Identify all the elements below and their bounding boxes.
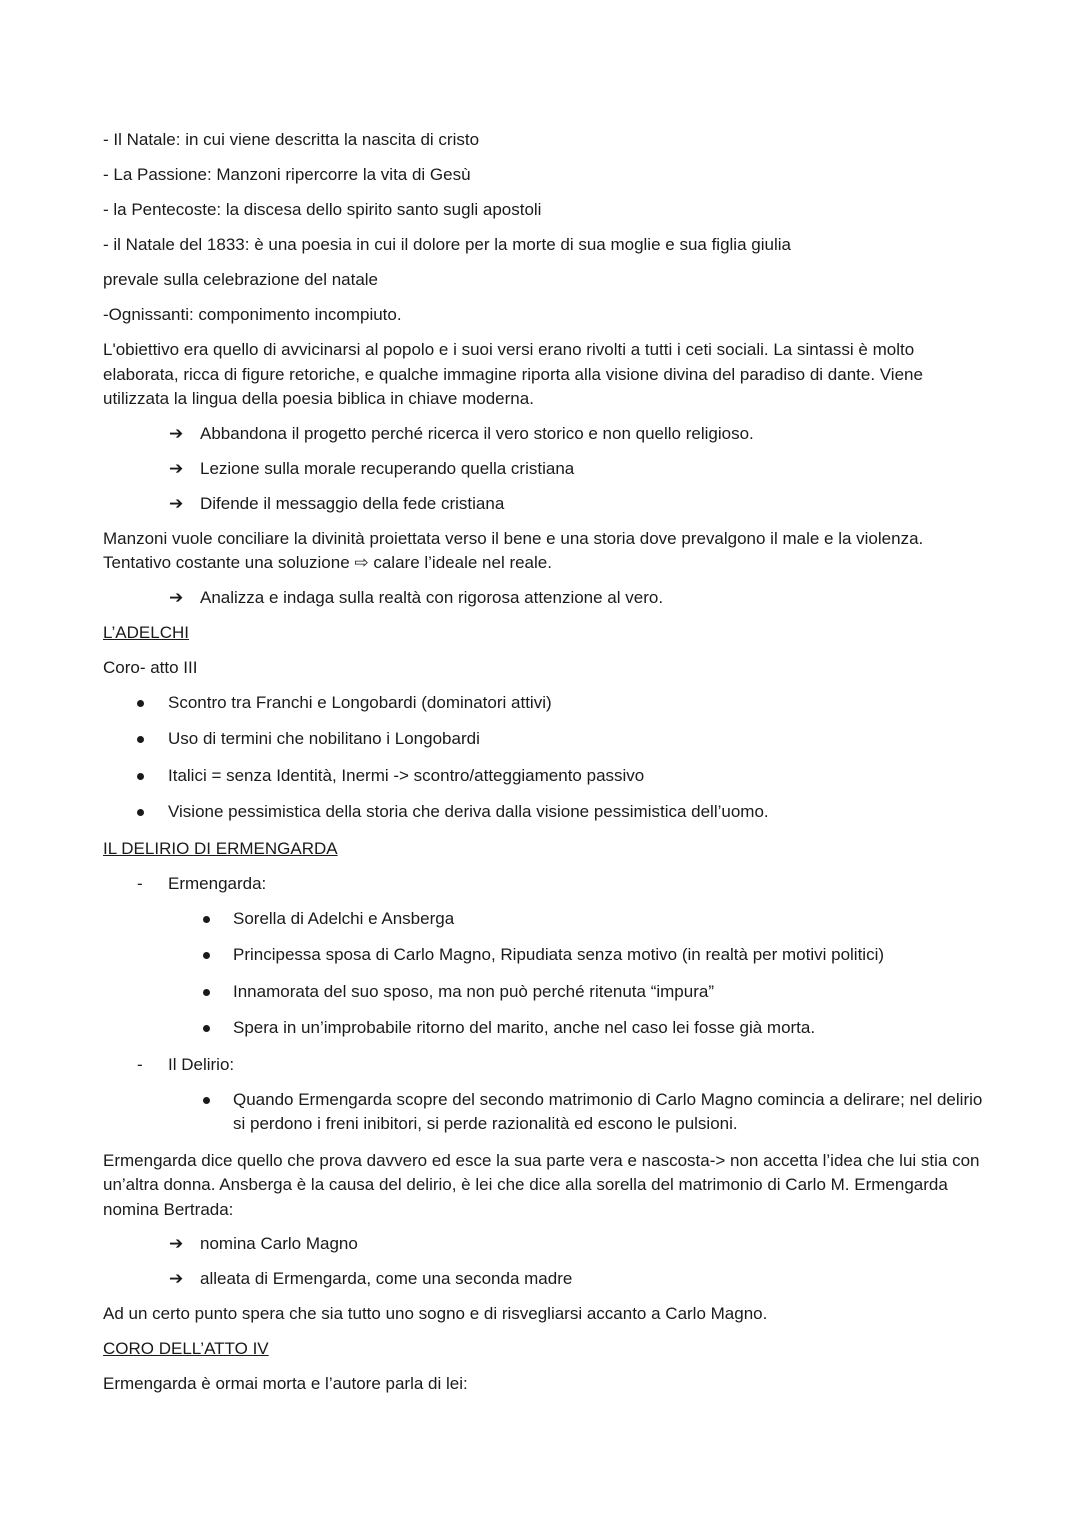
arrow-item-text: nomina Carlo Magno (200, 1234, 358, 1253)
bullet-text: Scontro tra Franchi e Longobardi (dominatori attivi) (168, 692, 552, 712)
sub-bullet-item (103, 980, 983, 1017)
text-line: -Ognissanti: componimento incompiuto. (103, 305, 402, 324)
dash-item (103, 872, 983, 907)
paragraph-ermengarda: Ermengarda dice quello che prova davvero ed esce la sua parte vera e nascosta-> non accetta l’idea che lui stia con un’altra donna. Ansberga è la causa del delirio, è lei che dice alla sorella del matrimonio di Carlo M. Ermengarda nomina Bertrada: (103, 1150, 980, 1219)
bullet-item (103, 800, 983, 837)
arrow-item (103, 457, 983, 492)
bullet-text: Principessa sposa di Carlo Magno, Ripudiata senza motivo (in realtà per motivi politici) (233, 945, 885, 964)
dash-item-label: Ermengarda: (168, 873, 267, 893)
bullet-icon (137, 809, 144, 816)
bullet-item (103, 727, 983, 764)
bullet-icon (137, 700, 144, 707)
bullet-item (103, 691, 983, 728)
bullet-text: Sorella di Adelchi e Ansberga (233, 908, 455, 928)
bullet-text: Uso di termini che nobilitano i Longobardi (168, 729, 480, 748)
section-heading-coro: CORO DELL’ATTO IV (103, 1339, 269, 1358)
dash-item (103, 1053, 983, 1088)
arrow-item (103, 586, 983, 621)
section-heading-adelchi: L’ADELCHI (103, 622, 189, 642)
arrow-item-text: Analizza e indaga sulla realtà con rigorosa attenzione al vero. (200, 587, 664, 607)
text-line: Ad un certo punto spera che sia tutto uno sogno e di risvegliarsi accanto a Carlo Magno. (103, 1304, 768, 1323)
bullet-icon (203, 952, 210, 959)
bullet-text: Innamorata del suo sposo, ma non può perché ritenuta “impura” (233, 981, 714, 1001)
arrow-item-text: Abbandona il progetto perché ricerca il vero storico e non quello religioso. (200, 423, 754, 443)
arrow-right-icon: ➔ (169, 493, 184, 513)
section-subtitle: Coro- atto III (103, 657, 198, 677)
arrow-item (103, 1267, 983, 1302)
dash-icon: - (137, 873, 143, 893)
text-line: - Il Natale: in cui viene descritta la nascita di cristo (103, 130, 480, 149)
bullet-item (103, 764, 983, 801)
bullet-text: Quando Ermengarda scopre del secondo matrimonio di Carlo Magno comincia a delirare; nel delirio si perdono i freni inibitori, si perde razionalità ed escono le pulsioni. (233, 1089, 983, 1133)
text-line: - La Passione: Manzoni ripercorre la vita di Gesù (103, 165, 471, 184)
arrow-right-icon: ➔ (169, 423, 184, 443)
dash-icon: - (137, 1054, 143, 1074)
text-line: Ermengarda è ormai morta e l’autore parla di lei: (103, 1374, 468, 1393)
arrow-item-text: Lezione sulla morale recuperando quella cristiana (200, 458, 575, 478)
document-page (103, 128, 983, 1407)
arrow-item (103, 492, 983, 527)
text-line: prevale sulla celebrazione del natale (103, 270, 379, 289)
text-line: - il Natale del 1833: è una poesia in cui il dolore per la morte di sua moglie e sua figlia giulia (103, 235, 791, 254)
sub-bullet-item (103, 907, 983, 944)
bullet-icon (137, 736, 144, 743)
bullet-text: Spera in un’improbabile ritorno del marito, anche nel caso lei fosse già morta. (233, 1018, 816, 1037)
bullet-icon (203, 989, 210, 996)
paragraph-manzoni: Manzoni vuole conciliare la divinità proiettata verso il bene e una storia dove prevalgono il male e la violenza. Tentativo costante una soluzione ⇨ calare l’ideale nel reale. (103, 528, 924, 572)
arrow-right-icon: ➔ (169, 587, 184, 607)
bullet-icon (203, 1025, 210, 1032)
arrow-item-text: alleata di Ermengarda, come una seconda madre (200, 1269, 573, 1288)
arrow-item-text: Difende il messaggio della fede cristiana (200, 493, 505, 513)
paragraph-objective: L'obiettivo era quello di avvicinarsi al popolo e i suoi versi erano rivolti a tutti i ceti sociali. La sintassi è molto elaborata, ricca di figure retoriche, e qualche immagine riporta alla visione divina del paradiso di dante. Viene utilizzata la lingua della poesia biblica in chiave moderna. (103, 340, 923, 408)
arrow-right-icon: ➔ (169, 458, 184, 478)
section-heading-delirio: IL DELIRIO DI ERMENGARDA (103, 838, 338, 858)
arrow-item (103, 1232, 983, 1267)
arrow-item (103, 422, 983, 457)
bullet-icon (203, 916, 210, 923)
dash-item-label: Il Delirio: (168, 1054, 235, 1074)
arrow-right-icon: ➔ (169, 1269, 184, 1288)
bullet-text: Visione pessimistica della storia che deriva dalla visione pessimistica dell’uomo. (168, 802, 769, 821)
bullet-icon (137, 773, 144, 780)
sub-bullet-item (103, 1016, 983, 1053)
sub-bullet-item (103, 1088, 983, 1137)
sub-bullet-item (103, 943, 983, 980)
arrow-right-icon: ➔ (169, 1234, 184, 1253)
text-line: - la Pentecoste: la discesa dello spirito santo sugli apostoli (103, 200, 542, 219)
bullet-icon (203, 1097, 210, 1104)
bullet-text: Italici = senza Identità, Inermi -> scontro/atteggiamento passivo (168, 765, 645, 785)
